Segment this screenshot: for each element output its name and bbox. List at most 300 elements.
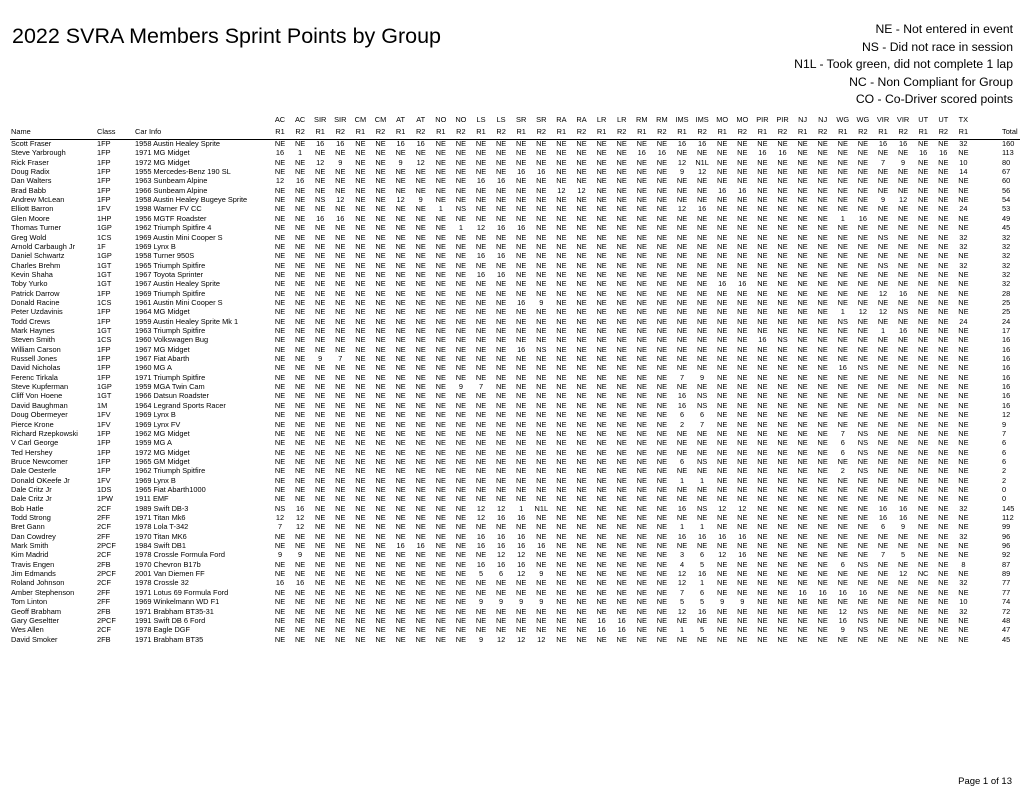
points-cell: 2 — [840, 466, 845, 476]
points-cell: NE — [877, 494, 889, 504]
points-cell: NE — [435, 232, 446, 242]
points-cell: NE — [696, 185, 708, 195]
points-cell: NE — [435, 391, 446, 401]
points-cell: NE — [556, 260, 567, 270]
points-cell: NE — [918, 307, 929, 317]
col-race: R1 — [596, 127, 607, 136]
driver-name: David Baughman — [11, 400, 68, 410]
points-cell: 32 — [959, 503, 968, 513]
points-cell: NE — [415, 615, 426, 625]
points-cell: NE — [395, 382, 406, 392]
col-track: AC — [274, 115, 286, 124]
car-info: 1965 Fiat Abarth1000 — [135, 484, 206, 494]
points-cell: NS — [857, 447, 869, 457]
points-cell: NE — [536, 466, 547, 476]
points-cell: NE — [737, 484, 748, 494]
points-cell: NE — [958, 335, 969, 345]
points-cell: NE — [616, 559, 627, 569]
points-cell: NE — [294, 484, 306, 494]
points-cell: 9 — [700, 372, 705, 382]
points-cell: NE — [556, 167, 567, 177]
points-cell: NE — [958, 634, 969, 644]
total-points: 160 — [1002, 139, 1015, 148]
points-cell: NE — [395, 550, 406, 560]
points-cell: NE — [274, 251, 286, 261]
points-cell: NE — [877, 400, 889, 410]
points-cell: NE — [857, 279, 869, 289]
points-cell: NE — [315, 587, 326, 597]
points-cell: NE — [636, 391, 647, 401]
points-cell: NE — [696, 513, 708, 522]
points-cell: NE — [596, 148, 607, 158]
points-cell: NE — [877, 428, 889, 438]
points-cell: NE — [415, 213, 426, 223]
points-cell: NE — [676, 382, 688, 392]
points-cell: NE — [817, 344, 828, 354]
points-cell: NS — [696, 391, 708, 401]
points-cell: NE — [938, 185, 949, 195]
car-info: 1960 MG A — [135, 363, 172, 373]
points-cell: NE — [777, 587, 788, 597]
points-cell: 9 — [740, 597, 745, 607]
points-cell: NE — [757, 531, 768, 541]
points-cell: NE — [676, 316, 688, 326]
points-cell: NE — [375, 391, 386, 401]
points-cell: NE — [958, 223, 969, 233]
points-cell: NE — [375, 531, 386, 541]
points-cell: NE — [355, 139, 366, 148]
points-cell: NE — [958, 513, 969, 522]
points-cell: NE — [757, 559, 768, 569]
points-cell: NE — [294, 597, 306, 607]
driver-name: Kevin Shaha — [11, 269, 53, 279]
points-cell: NE — [455, 541, 467, 551]
total-points: 6 — [1002, 456, 1007, 466]
points-cell: NE — [918, 522, 929, 532]
points-cell: NE — [475, 185, 487, 195]
points-cell: NE — [897, 223, 909, 233]
points-cell: NE — [475, 410, 487, 420]
points-cell: NE — [556, 513, 567, 522]
points-cell: NE — [737, 241, 748, 251]
points-cell: NE — [696, 279, 708, 289]
points-cell: NE — [797, 625, 808, 635]
points-cell: 16 — [697, 569, 707, 579]
points-cell: NE — [757, 307, 768, 317]
points-cell: NE — [918, 541, 929, 551]
points-cell: NE — [375, 316, 386, 326]
total-points: 54 — [1002, 195, 1011, 205]
points-cell: NE — [777, 316, 788, 326]
points-cell: NE — [395, 316, 406, 326]
car-info: 1965 GM Midget — [135, 456, 190, 466]
points-cell: NE — [717, 241, 728, 251]
points-cell: NE — [596, 391, 607, 401]
driver-class: 1GT — [97, 391, 112, 401]
points-cell: NE — [516, 157, 527, 167]
points-cell: NE — [616, 363, 627, 373]
points-cell: NE — [636, 625, 647, 635]
points-cell: NE — [616, 578, 627, 588]
points-cell: NE — [596, 185, 607, 195]
points-cell: NE — [375, 139, 386, 148]
points-cell: NE — [435, 382, 446, 392]
points-cell: NE — [958, 484, 969, 494]
driver-name: Mark Smith — [11, 541, 49, 551]
points-cell: NE — [897, 531, 909, 541]
points-cell: NE — [676, 223, 688, 233]
points-cell: NE — [797, 522, 808, 532]
points-cell: NE — [857, 419, 869, 429]
points-cell: NE — [576, 241, 587, 251]
points-cell: NE — [717, 288, 728, 298]
points-cell: 12 — [316, 157, 325, 167]
points-cell: NE — [676, 615, 688, 625]
points-cell: NE — [958, 382, 969, 392]
points-cell: NE — [495, 260, 507, 270]
total-points: 56 — [1002, 185, 1011, 195]
points-cell: NE — [777, 559, 788, 569]
points-cell: NE — [375, 419, 386, 429]
points-cell: NE — [676, 354, 688, 364]
col-track: LR — [616, 115, 627, 124]
points-cell: NE — [475, 475, 487, 485]
points-cell: NE — [455, 139, 467, 148]
points-cell: NE — [556, 297, 567, 307]
points-cell: 12 — [577, 185, 586, 195]
points-cell: NE — [616, 354, 627, 364]
points-cell: NE — [777, 428, 788, 438]
points-cell: NE — [676, 428, 688, 438]
points-cell: NE — [415, 466, 426, 476]
points-cell: 16 — [898, 288, 908, 298]
points-cell: NE — [837, 372, 848, 382]
points-cell: NE — [395, 569, 406, 579]
points-cell: NE — [897, 382, 909, 392]
points-cell: NE — [857, 232, 869, 242]
points-cell: NE — [556, 382, 567, 392]
points-cell: NE — [294, 288, 306, 298]
points-cell: NE — [636, 139, 647, 148]
points-cell: NE — [676, 241, 688, 251]
points-cell: NE — [455, 307, 467, 317]
points-cell: NE — [395, 587, 406, 597]
car-info: 1969 Lynx B — [135, 410, 176, 420]
points-cell: NE — [837, 241, 848, 251]
points-cell: NE — [395, 578, 406, 588]
points-cell: NE — [857, 597, 869, 607]
points-cell: NE — [958, 428, 969, 438]
points-cell: NE — [938, 354, 949, 364]
points-cell: NE — [516, 428, 527, 438]
points-cell: 9 — [519, 597, 524, 607]
points-cell: NE — [274, 466, 286, 476]
total-points: 32 — [1002, 232, 1011, 242]
points-cell: NE — [656, 316, 668, 326]
points-cell: NE — [415, 391, 426, 401]
points-cell: NE — [375, 494, 386, 504]
points-cell: NE — [918, 410, 929, 420]
points-cell: NE — [817, 484, 828, 494]
points-cell: NE — [877, 597, 889, 607]
points-cell: NE — [536, 400, 547, 410]
points-cell: NE — [455, 513, 467, 522]
car-info: 1978 Crossle Formula Ford — [135, 550, 225, 560]
points-cell: NE — [777, 241, 788, 251]
points-cell: NE — [777, 400, 788, 410]
col-race: R2 — [496, 127, 506, 136]
points-cell: NE — [616, 597, 627, 607]
points-cell: NE — [717, 456, 728, 466]
points-cell: NE — [918, 167, 929, 177]
points-cell: NE — [616, 456, 627, 466]
driver-class: 1FP — [97, 167, 111, 177]
points-cell: NE — [737, 307, 748, 317]
points-cell: NE — [395, 531, 406, 541]
points-cell: NE — [797, 438, 808, 448]
car-info: 1969 Winkelmann WD F1 — [135, 597, 220, 607]
points-cell: NE — [536, 438, 547, 448]
col-name-header: Name — [11, 127, 31, 136]
points-cell: NE — [837, 354, 848, 364]
points-cell: NE — [918, 475, 929, 485]
points-cell: NE — [536, 428, 547, 438]
points-cell: 5 — [700, 559, 705, 569]
points-cell: NE — [556, 503, 567, 513]
points-cell: NE — [516, 625, 527, 635]
points-cell: NE — [516, 475, 527, 485]
points-cell: NE — [435, 569, 446, 579]
points-cell: NE — [596, 559, 607, 569]
driver-class: 1CS — [97, 297, 112, 307]
points-cell: NE — [435, 213, 446, 223]
points-cell: 12 — [677, 157, 687, 167]
driver-class: 2CF — [97, 550, 111, 560]
points-cell: NE — [395, 223, 406, 233]
points-cell: NE — [355, 569, 366, 579]
points-cell: NE — [696, 260, 708, 270]
points-cell: NE — [877, 167, 889, 177]
points-cell: 12 — [295, 522, 305, 532]
points-cell: NE — [636, 344, 647, 354]
points-cell: NE — [717, 419, 728, 429]
points-cell: NE — [315, 148, 326, 158]
points-cell: NE — [958, 587, 969, 597]
points-cell: NE — [717, 494, 728, 504]
points-cell: NE — [475, 625, 487, 635]
points-cell: 16 — [758, 335, 767, 345]
points-cell: NE — [596, 578, 607, 588]
points-cell: NE — [274, 569, 286, 579]
points-cell: NE — [274, 484, 286, 494]
points-cell: NE — [837, 326, 848, 335]
driver-name: Donald Racine — [11, 297, 60, 307]
points-cell: 12 — [476, 503, 486, 513]
points-cell: NE — [455, 569, 467, 579]
points-cell: NE — [837, 475, 848, 485]
points-cell: NE — [737, 269, 748, 279]
points-cell: 32 — [959, 139, 968, 148]
points-cell: NE — [958, 185, 969, 195]
points-cell: NE — [375, 597, 386, 607]
points-cell: NE — [737, 204, 748, 214]
points-cell: NE — [294, 541, 306, 551]
points-cell: NE — [315, 559, 326, 569]
points-cell: NE — [395, 438, 406, 448]
points-cell: NE — [696, 148, 708, 158]
points-cell: 12 — [878, 288, 888, 298]
total-points: 112 — [1002, 513, 1014, 522]
points-cell: NE — [918, 456, 929, 466]
points-cell: NE — [576, 522, 587, 532]
points-cell: NS — [536, 344, 547, 354]
driver-name: Andrew McLean — [11, 195, 65, 205]
points-cell: NE — [918, 578, 929, 588]
points-cell: NE — [495, 307, 507, 317]
points-cell: NE — [536, 335, 547, 345]
points-cell: NE — [897, 597, 909, 607]
points-cell: NE — [475, 241, 487, 251]
points-cell: 7 — [338, 354, 343, 364]
points-cell: NE — [315, 606, 326, 616]
points-cell: NE — [274, 344, 286, 354]
points-cell: NE — [777, 307, 788, 317]
points-cell: NE — [636, 419, 647, 429]
points-cell: NE — [294, 297, 306, 307]
points-cell: NE — [435, 157, 446, 167]
points-cell: NE — [817, 307, 828, 317]
points-cell: NE — [837, 139, 848, 148]
total-points: 99 — [1002, 522, 1011, 532]
total-points: 49 — [1002, 213, 1011, 223]
points-cell: NE — [857, 204, 869, 214]
points-cell: NE — [375, 269, 386, 279]
points-cell: 5 — [901, 550, 906, 560]
points-cell: NE — [817, 260, 828, 270]
points-cell: 16 — [476, 559, 486, 569]
driver-class: 1FP — [97, 428, 111, 438]
points-cell: 16 — [476, 531, 486, 541]
points-cell: NE — [435, 279, 446, 289]
points-cell: NE — [938, 335, 949, 345]
points-cell: NE — [817, 269, 828, 279]
points-cell: NE — [596, 428, 607, 438]
points-cell: NE — [777, 195, 788, 205]
col-track: NJ — [798, 115, 808, 124]
points-cell: NE — [636, 326, 647, 335]
points-cell: 16 — [878, 503, 888, 513]
points-cell: NE — [676, 232, 688, 242]
points-cell: NE — [596, 419, 607, 429]
car-info: 1971 MG Midget — [135, 148, 190, 158]
points-cell: NE — [958, 372, 969, 382]
driver-class: 1GP — [97, 382, 112, 392]
points-cell: NE — [877, 213, 889, 223]
points-cell: NE — [897, 167, 909, 177]
points-cell: NE — [495, 456, 507, 466]
points-cell: NE — [556, 176, 567, 186]
points-cell: NE — [335, 587, 346, 597]
points-cell: NE — [274, 223, 286, 233]
col-race: R2 — [295, 127, 305, 136]
points-cell: NE — [415, 241, 426, 251]
points-cell: NE — [556, 139, 567, 148]
points-cell: NE — [395, 419, 406, 429]
points-cell: NE — [656, 260, 668, 270]
driver-class: 1FP — [97, 148, 111, 158]
points-cell: NE — [757, 176, 768, 186]
points-cell: NE — [636, 185, 647, 195]
points-cell: NE — [516, 456, 527, 466]
points-cell: NE — [797, 494, 808, 504]
points-cell: NE — [737, 223, 748, 233]
points-cell: NE — [797, 541, 808, 551]
col-race: R2 — [737, 127, 748, 136]
points-cell: NE — [435, 288, 446, 298]
points-cell: 12 — [677, 578, 687, 588]
points-cell: NE — [315, 204, 326, 214]
points-cell: NE — [375, 475, 386, 485]
points-cell: NE — [696, 241, 708, 251]
points-cell: NE — [837, 382, 848, 392]
col-track: RA — [576, 115, 587, 124]
points-cell: NE — [274, 428, 286, 438]
points-cell: NE — [435, 438, 446, 448]
points-cell: NE — [576, 484, 587, 494]
total-points: 67 — [1002, 167, 1011, 177]
points-cell: NE — [274, 297, 286, 307]
points-cell: NE — [897, 494, 909, 504]
points-cell: NE — [817, 223, 828, 233]
points-cell: NE — [656, 569, 668, 579]
points-cell: NE — [958, 438, 969, 448]
points-cell: NE — [355, 513, 366, 522]
points-cell: NE — [656, 251, 668, 261]
points-cell: NE — [616, 550, 627, 560]
points-cell: NE — [817, 559, 828, 569]
points-cell: 16 — [295, 578, 305, 588]
points-cell: NE — [837, 157, 848, 167]
points-cell: NE — [355, 438, 366, 448]
points-cell: 16 — [416, 139, 425, 148]
total-points: 48 — [1002, 615, 1011, 625]
points-cell: NE — [495, 241, 507, 251]
points-cell: NE — [335, 569, 346, 579]
points-cell: NE — [536, 419, 547, 429]
points-cell: NE — [837, 344, 848, 354]
points-cell: NE — [857, 569, 869, 579]
points-cell: NE — [375, 559, 386, 569]
points-cell: NE — [857, 372, 869, 382]
points-cell: NE — [415, 232, 426, 242]
points-cell: NE — [475, 391, 487, 401]
points-cell: 32 — [959, 260, 968, 270]
points-cell: NE — [475, 204, 487, 214]
points-cell: NE — [415, 578, 426, 588]
points-cell: NE — [918, 279, 929, 289]
points-cell: NE — [797, 475, 808, 485]
points-cell: NE — [797, 204, 808, 214]
points-cell: NE — [455, 550, 467, 560]
points-cell: NE — [696, 223, 708, 233]
points-cell: NE — [495, 372, 507, 382]
points-cell: NE — [817, 241, 828, 251]
points-cell: NE — [656, 213, 668, 223]
points-cell: NE — [636, 438, 647, 448]
points-cell: NE — [918, 354, 929, 364]
points-cell: NE — [737, 466, 748, 476]
points-cell: NE — [757, 391, 768, 401]
